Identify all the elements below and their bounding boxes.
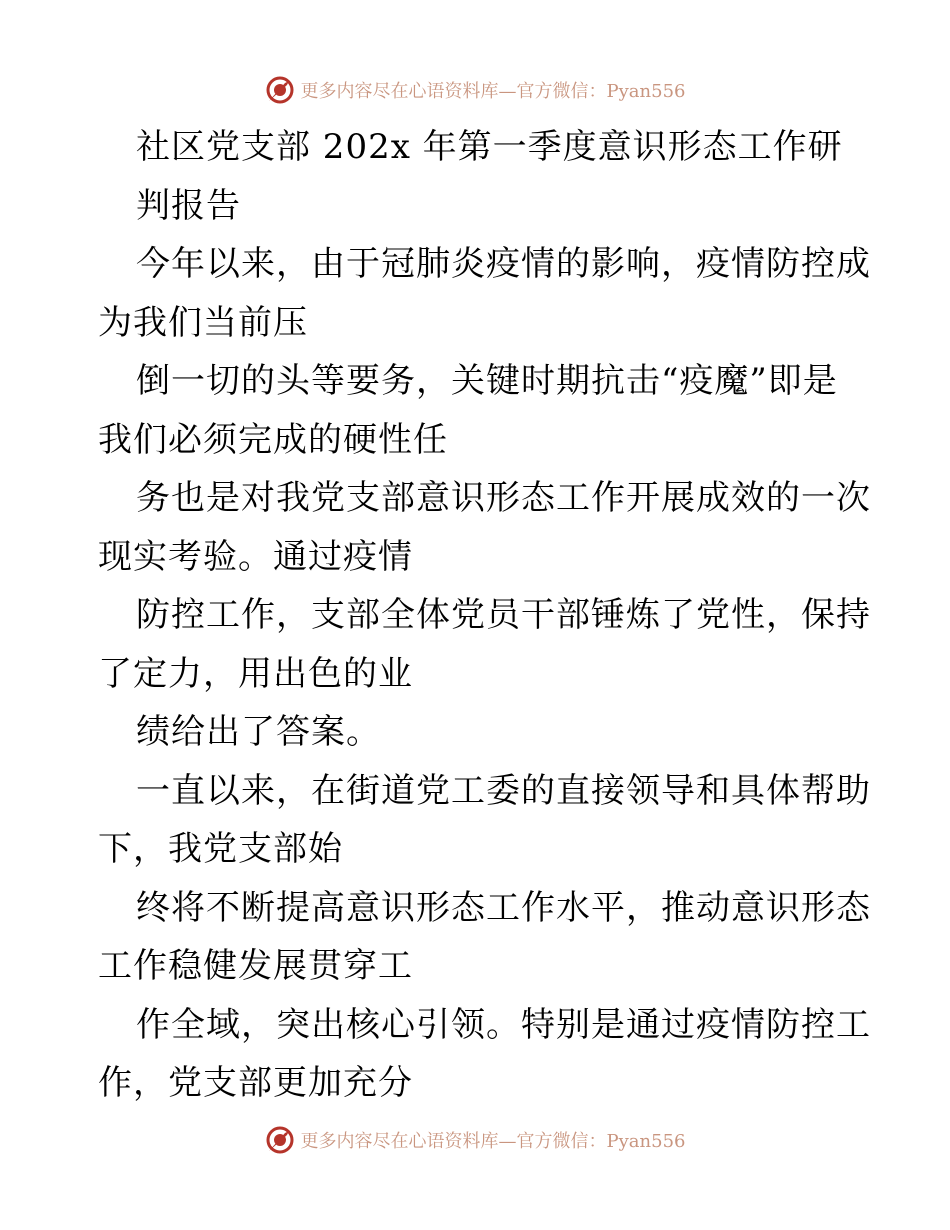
watermark-text: 更多内容尽在心语资料库—官方微信：Pyan556 bbox=[300, 81, 686, 102]
paragraph-line: 绩给出了答案。 bbox=[136, 712, 381, 752]
paragraph-line: 现实考验。通过疫情 bbox=[98, 536, 413, 577]
paragraph-line: 作全域，突出核心引领。特别是通过疫情防控工 bbox=[136, 1004, 871, 1045]
paragraph-line: 务也是对我党支部意识形态工作开展成效的一次 bbox=[136, 478, 871, 518]
document-body bbox=[98, 118, 871, 1113]
paragraph-line: 工作稳健发展贯穿工 bbox=[98, 946, 413, 986]
paragraph-line: 判报告 bbox=[136, 185, 241, 226]
paragraph-line: 今年以来，由于冠肺炎疫情的影响，疫情防控成 bbox=[136, 244, 871, 284]
quill-seal-icon bbox=[265, 75, 295, 105]
paragraph-line: 一直以来，在街道党工委的直接领导和具体帮助 bbox=[136, 770, 871, 811]
watermark-text: 更多内容尽在心语资料库—官方微信：Pyan556 bbox=[300, 1131, 686, 1152]
paragraph-line: 我们必须完成的硬性任 bbox=[98, 419, 448, 460]
paragraph-line: 下，我党支部始 bbox=[98, 829, 343, 869]
quill-seal-icon bbox=[265, 1125, 295, 1155]
paragraph-line: 倒一切的头等要务，关键时期抗击“疫魔”即是 bbox=[136, 361, 838, 401]
paragraph-line: 为我们当前压 bbox=[98, 302, 308, 343]
footer-watermark bbox=[0, 1120, 950, 1160]
paragraph-line: 防控工作，支部全体党员干部锤炼了党性，保持 bbox=[136, 595, 871, 635]
paragraph-line: 了定力，用出色的业 bbox=[98, 653, 413, 694]
paragraph-line: 作，党支部更加充分 bbox=[98, 1063, 413, 1103]
paragraph-line: 社区党支部 202x 年第一季度意识形态工作研 bbox=[136, 127, 843, 167]
paragraph-line: 终将不断提高意识形态工作水平，推动意识形态 bbox=[136, 887, 871, 928]
header-watermark bbox=[0, 70, 950, 110]
